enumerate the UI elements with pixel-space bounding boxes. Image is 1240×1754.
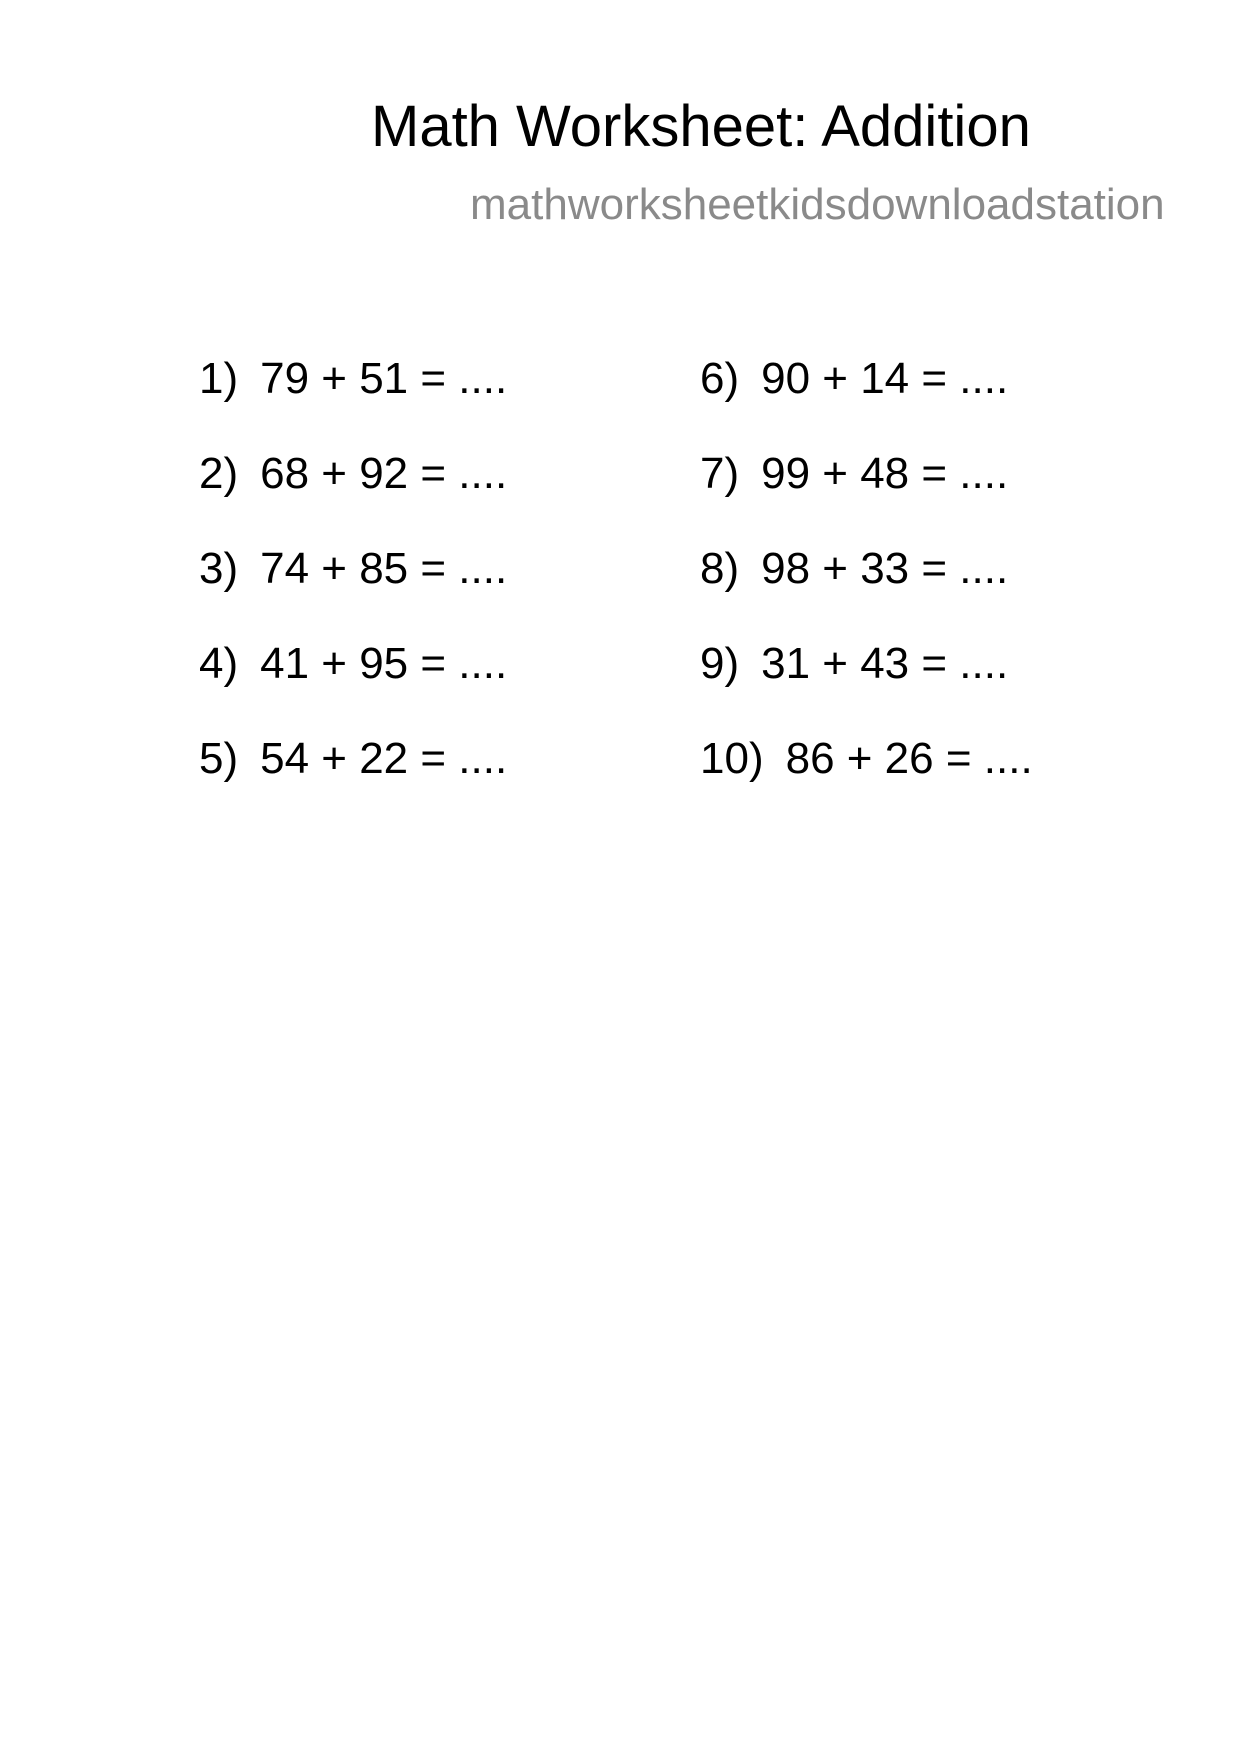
problem-expression: 86 + 26 = .... (785, 734, 1033, 783)
worksheet-source: mathworksheetkidsdownloadstation (470, 180, 1165, 229)
problem-number: 6) (700, 354, 740, 403)
problem-expression: 41 + 95 = .... (260, 639, 508, 688)
problem-expression: 74 + 85 = .... (260, 544, 508, 593)
problem-expression: 31 + 43 = .... (761, 639, 1009, 688)
problem-number: 10) (700, 734, 764, 783)
problem-item (700, 354, 1009, 403)
problem-item (700, 544, 1009, 593)
problem-item (199, 544, 508, 593)
worksheet-title: Math Worksheet: Addition (371, 94, 1031, 159)
problem-item (199, 639, 508, 688)
problem-number: 3) (199, 544, 239, 593)
problem-item (700, 734, 1033, 783)
problem-item (199, 449, 508, 498)
problem-expression: 79 + 51 = .... (260, 354, 508, 403)
problem-number: 5) (199, 734, 239, 783)
problem-expression: 54 + 22 = .... (260, 734, 508, 783)
problem-expression: 90 + 14 = .... (761, 354, 1009, 403)
problem-number: 1) (199, 354, 239, 403)
problem-expression: 99 + 48 = .... (761, 449, 1009, 498)
problem-number: 4) (199, 639, 239, 688)
problem-expression: 68 + 92 = .... (260, 449, 508, 498)
problem-number: 9) (700, 639, 740, 688)
problem-item (700, 639, 1009, 688)
problem-number: 8) (700, 544, 740, 593)
problem-item (700, 449, 1009, 498)
problem-expression: 98 + 33 = .... (761, 544, 1009, 593)
problem-item (199, 354, 508, 403)
problem-item (199, 734, 508, 783)
problem-number: 7) (700, 449, 740, 498)
problem-number: 2) (199, 449, 239, 498)
